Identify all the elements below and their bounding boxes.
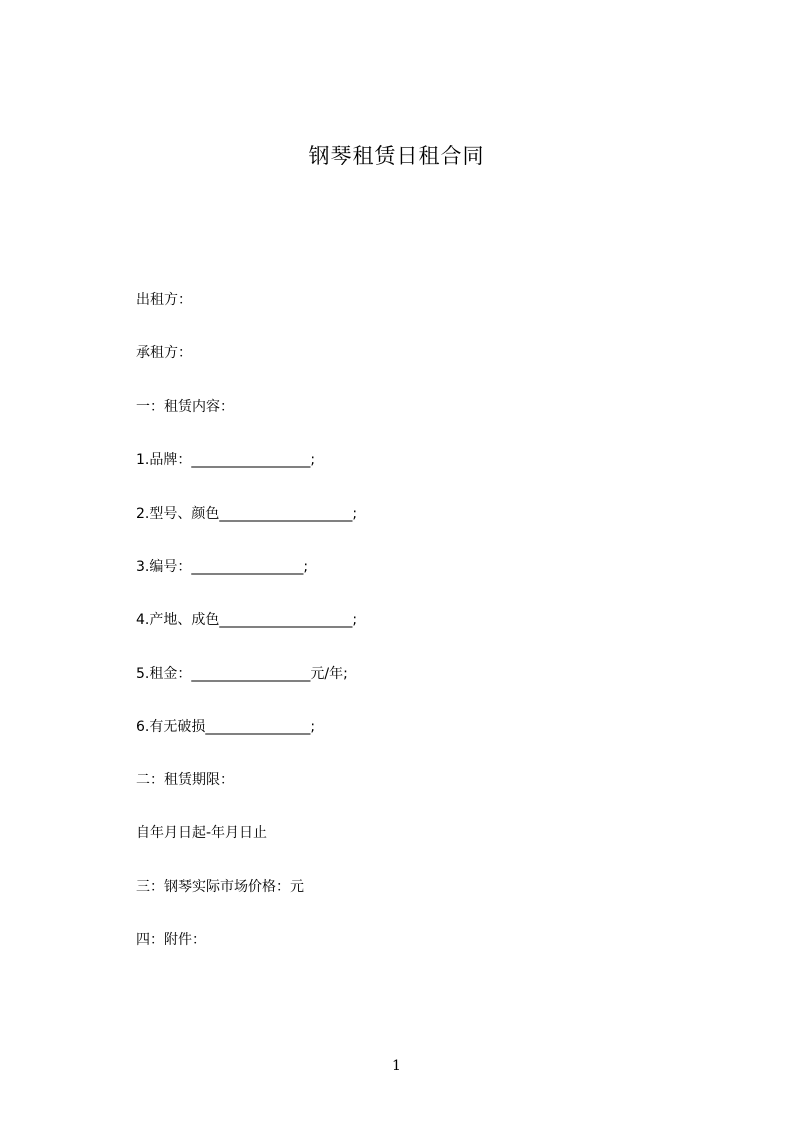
lessor-line: 出租方：: [136, 292, 192, 308]
document-title: 钢琴租赁日租合同: [308, 144, 485, 168]
damage-line: 6.有无破损_______________;: [136, 719, 316, 735]
brand-line: 1.品牌：_________________;: [136, 452, 316, 468]
rent-line: 5.租金：_________________元/年;: [136, 666, 348, 682]
origin-condition-line: 4.产地、成色___________________;: [136, 612, 358, 628]
section-attachments-heading: 四：附件：: [136, 932, 206, 948]
section-rental-period-heading: 二：租赁期限：: [136, 772, 234, 788]
page-number: 1: [392, 1058, 401, 1074]
rental-period-line: 自年月日起-年月日止: [136, 825, 268, 841]
model-color-line: 2.型号、颜色___________________;: [136, 506, 358, 522]
section-rental-content-heading: 一：租赁内容：: [136, 399, 234, 415]
section-market-price-line: 三：钢琴实际市场价格：元: [136, 879, 304, 895]
serial-number-line: 3.编号：________________;: [136, 559, 309, 575]
lessee-line: 承租方：: [136, 345, 192, 361]
